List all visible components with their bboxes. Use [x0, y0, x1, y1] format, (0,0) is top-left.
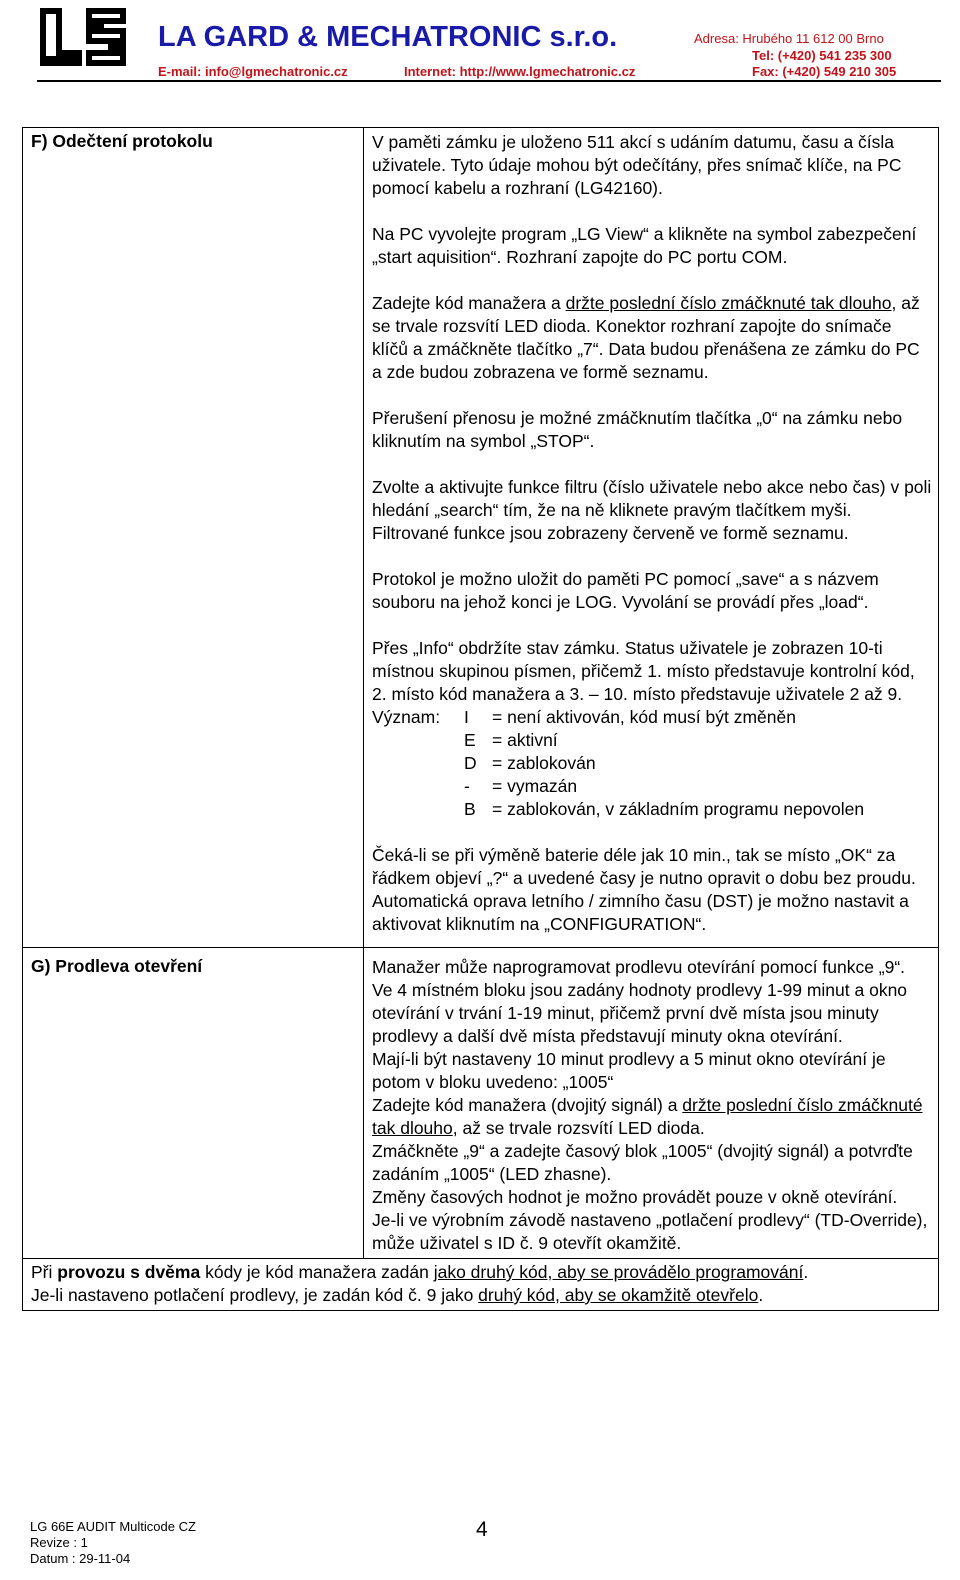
paragraph: Je-li ve výrobním závodě nastaveno „potlačení prodlevy“ (TD-Override), může uživatel s ID č. 9 otevřít okamžitě. [372, 1210, 928, 1253]
paragraph: Zvolte a aktivujte funkce filtru (číslo uživatele nebo akce nebo čas) v poli hledání „search“ tím, že na ně kliknete pravým tlačítkem myši. Filtrované funkce jsou zobrazeny červeně ve formě seznamu. [372, 477, 932, 543]
note-row [23, 1259, 939, 1311]
paragraph: Přerušení přenosu je možné zmáčknutím tlačítka „0“ na zámku nebo kliknutím na symbol „STOP“. [372, 408, 903, 451]
page-number: 4 [476, 1518, 488, 1541]
paragraph: Přes „Info“ obdržíte stav zámku. Status uživatele je zobrazen 10-ti místnou skupinou písmen, přičemž 1. místo představuje kontrolní kód, 2. místo kód manažera a 3. – 10. místo představuje uživatele 2 až 9. [372, 638, 915, 704]
paragraph: Čeká-li se při výměně baterie déle jak 10 min., tak se místo „OK“ za řádkem objeví „?“ a uvedené časy je nutno opravit o dobu bez proudu. Automatická oprava letního / zimního času (DST) je možno nastavit a aktivovat kliknutím na „CONFIGURATION“. [372, 845, 916, 934]
paragraph: V paměti zámku je uloženo 511 akcí s udáním datumu, času a čísla uživatele. Tyto údaje mohou být odečítány, přes snímač klíče, na PC pomocí kabelu a rozhraní (LG42160). [372, 132, 902, 198]
company-tel: Tel: (+420) 541 235 300 [752, 48, 892, 63]
paragraph: Zadejte kód manažera (dvojitý signál) a držte poslední číslo zmáčknuté tak dlouho, až se trvale rozsvítí LED dioda. [372, 1095, 923, 1138]
section-g-title: G) Prodleva otevření [23, 948, 364, 1259]
paragraph: Mají-li být nastaveny 10 minut prodlevy a 5 minut okno otevírání je potom v bloku uvedeno: „1005“ [372, 1049, 886, 1092]
paragraph: Změny časových hodnot je možno provádět pouze v okně otevírání. [372, 1187, 898, 1207]
legend-label: Význam: [372, 707, 441, 727]
footer-revision: Revize : 1 [30, 1535, 88, 1550]
company-fax: Fax: (+420) 549 210 305 [752, 64, 897, 79]
content-table [22, 127, 939, 1311]
footer-doc-info [30, 1519, 196, 1567]
emphasis-underline: držte poslední číslo zmáčknuté tak dlouho [565, 293, 892, 313]
section-f-title: F) Odečtení protokolu [23, 128, 364, 948]
company-web: Internet: http://www.lgmechatronic.cz [404, 64, 636, 79]
section-g-body [364, 948, 939, 1259]
company-name: LA GARD & MECHATRONIC s.r.o. [158, 21, 618, 53]
footer-doc: LG 66E AUDIT Multicode CZ [30, 1519, 196, 1534]
section-g-row [23, 948, 939, 1259]
company-logo [38, 6, 128, 68]
company-email: E-mail: info@lgmechatronic.cz [158, 64, 348, 79]
status-legend: Význam: I = není aktivován, kód musí být změněn E = aktivní D = zablokován - = vymazán B = zablokován, v základním programu nepovolen [372, 707, 865, 819]
paragraph: Ve 4 místném bloku jsou zadány hodnoty prodlevy 1-99 minut a okno otevírání v trvání 1-19 minut, přičemž první dvě místa jsou minuty prodlevy a další dvě místa představují minuty okna otevírání. [372, 980, 908, 1046]
company-address: Adresa: Hrubého 11 612 00 Brno [694, 31, 884, 46]
paragraph: Zadejte kód manažera a držte poslední číslo zmáčknuté tak dlouho, až se trvale rozsvítí LED dioda. Konektor rozhraní zapojte do snímače klíčů a zmáčkněte tlačítko „7“. Data budou přenášena ze zámku do PC a zde budou zobrazena ve formě seznamu. [372, 293, 920, 382]
emphasis-underline: držte poslední číslo zmáčknuté tak dlouho [372, 1095, 923, 1138]
programming-note: Při provozu s dvěma kódy je kód manažera zadán jako druhý kód, aby se provádělo programování. Je-li nastaveno potlačení prodlevy, je zadán kód č. 9 jako druhý kód, aby se okamžitě otevřelo. [23, 1259, 939, 1311]
paragraph: Zmáčkněte „9“ a zadejte časový blok „1005“ (dvojitý signál) a potvrďte zadáním „1005“ (LED zhasne). [372, 1141, 913, 1184]
section-f-row [23, 128, 939, 948]
paragraph: Protokol je možno uložit do paměti PC pomocí „save“ a s názvem souboru na jehož konci je LOG. Vyvolání se provádí přes „load“. [372, 569, 879, 612]
footer-date: Datum : 29-11-04 [30, 1551, 131, 1566]
section-f-body [364, 128, 939, 948]
paragraph: Na PC vyvolejte program „LG View“ a klikněte na symbol zabezpečení „start aquisition“. Rozhraní zapojte do PC portu COM. [372, 224, 917, 267]
header-divider [37, 80, 941, 82]
paragraph: Manažer může naprogramovat prodlevu otevírání pomocí funkce „9“. [372, 957, 906, 977]
